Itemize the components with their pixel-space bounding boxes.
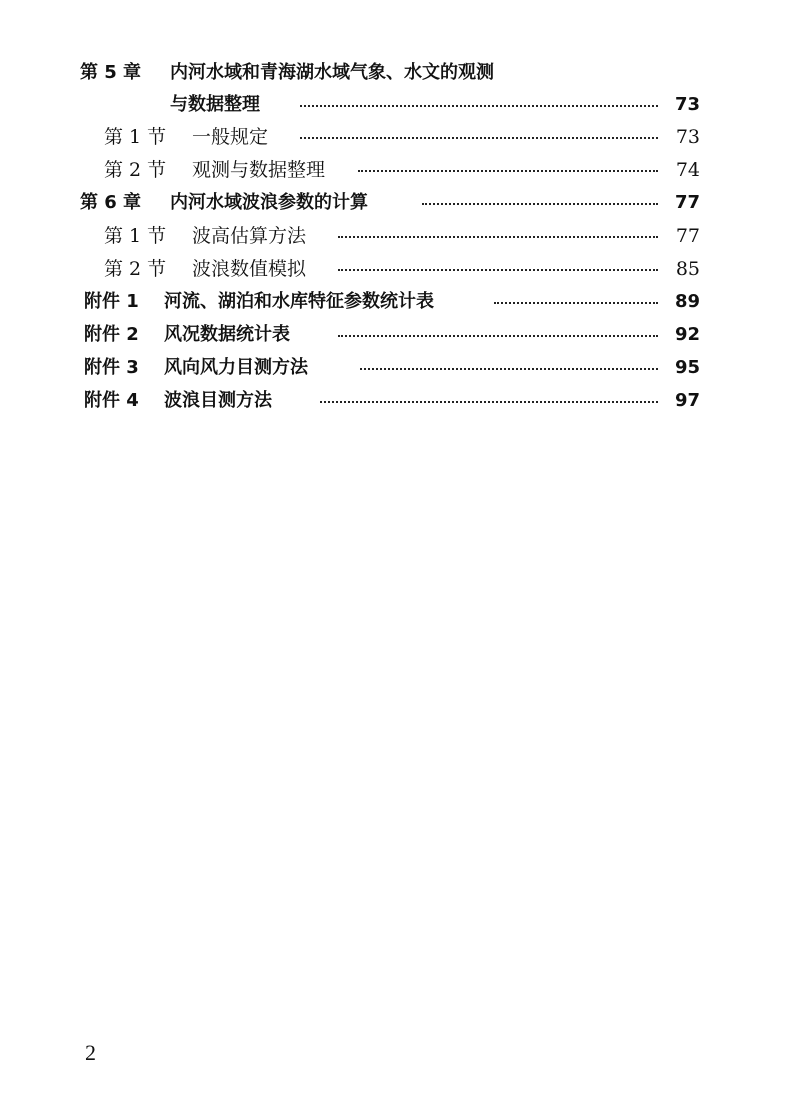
page-number: 2 [85, 1040, 96, 1065]
toc-page: 73 [675, 126, 700, 148]
toc-entry-ch5 [80, 58, 700, 88]
toc-page: 97 [674, 390, 700, 411]
toc-entry-ch5-s1 [80, 122, 700, 152]
toc-page: 77 [674, 192, 700, 213]
dot-leader [320, 401, 658, 403]
toc-label: 附件 2 [84, 324, 139, 345]
toc-label: 第 2 节 [104, 159, 167, 181]
toc-label: 第 1 节 [104, 225, 167, 247]
toc-label: 第 1 节 [104, 126, 167, 148]
toc-page: 89 [674, 291, 700, 312]
toc-page: 92 [674, 324, 700, 345]
toc-entry-ch5-cont [80, 90, 700, 120]
dot-leader [338, 236, 658, 238]
toc-page: 73 [674, 94, 700, 115]
dot-leader [360, 368, 658, 370]
toc-label: 附件 1 [84, 291, 139, 312]
toc-title: 内河水域波浪参数的计算 [170, 192, 368, 213]
toc-entry-ch6 [80, 188, 700, 218]
toc-page: 95 [674, 357, 700, 378]
toc-label: 第 2 节 [104, 258, 167, 280]
toc-label: 第 5 章 [80, 62, 142, 83]
toc-title: 波高估算方法 [192, 225, 307, 247]
toc-title: 河流、湖泊和水库特征参数统计表 [164, 291, 434, 312]
toc-entry-ch6-s1 [80, 221, 700, 251]
toc-entry-att1 [80, 287, 700, 317]
toc-title: 风况数据统计表 [164, 324, 290, 345]
toc-title: 观测与数据整理 [192, 159, 326, 181]
toc-entry-att4 [80, 386, 700, 416]
toc-entry-att2 [80, 320, 700, 350]
dot-leader [422, 203, 658, 205]
dot-leader [494, 302, 658, 304]
toc-title: 与数据整理 [170, 94, 260, 115]
toc-entry-ch5-s2 [80, 155, 700, 185]
toc-label: 第 6 章 [80, 192, 142, 213]
toc-title: 风向风力目测方法 [164, 357, 308, 378]
dot-leader [300, 137, 658, 139]
toc-title: 波浪数值模拟 [192, 258, 307, 280]
dot-leader [338, 335, 658, 337]
toc-page: 85 [675, 258, 700, 280]
toc-title: 波浪目测方法 [164, 390, 272, 411]
toc-label: 附件 3 [84, 357, 139, 378]
toc-title: 内河水域和青海湖水域气象、水文的观测 [170, 62, 494, 83]
toc-page: 74 [675, 159, 700, 181]
dot-leader [338, 269, 658, 271]
toc-entry-att3 [80, 353, 700, 383]
dot-leader [300, 105, 658, 107]
dot-leader [358, 170, 658, 172]
toc-label: 附件 4 [84, 390, 139, 411]
toc-page: 77 [675, 225, 700, 247]
toc-title: 一般规定 [192, 126, 269, 148]
toc-entry-ch6-s2 [80, 254, 700, 284]
